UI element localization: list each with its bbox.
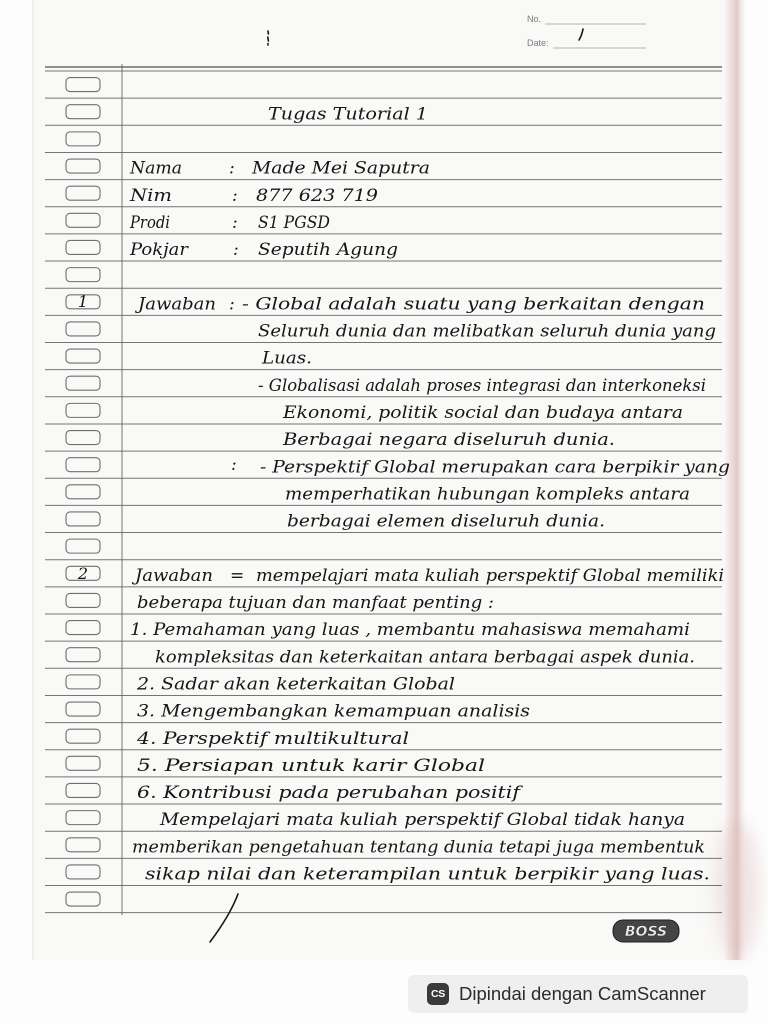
answer-line: Ekonomi, politik social dan budaya antara <box>281 402 683 423</box>
answer-line: Mempelajari mata kuliah perspektif Global tidak hanya <box>158 810 685 831</box>
brand-logo <box>613 920 679 942</box>
answer-list-item: 5. Persiapan untuk karir Global <box>137 755 485 776</box>
answer-line: - Globalisasi adalah proses integrasi dan interkoneksi <box>258 375 706 396</box>
answer-list-item: 2. Sadar akan keterkaitan Global <box>135 674 455 695</box>
answer-separator: = <box>230 565 245 586</box>
ink-mark <box>268 31 269 45</box>
answer-line: Berbagai negara diseluruh dunia. <box>281 430 615 451</box>
nim-separator: : <box>232 185 238 206</box>
page-title: Tugas Tutorial 1 <box>268 104 428 125</box>
paper-right-shadow <box>724 0 748 960</box>
answer-list-item: 6. Kontribusi pada perubahan positif <box>137 783 524 804</box>
camscanner-watermark-text: Dipindai dengan CamScanner <box>459 983 706 1004</box>
camscanner-watermark <box>408 975 748 1013</box>
pokjar-label: Pokjar <box>128 240 189 261</box>
no-label: No. <box>527 14 542 24</box>
camscanner-logo-icon: CS <box>427 983 449 1005</box>
answer-line: kompleksitas dan keterkaitan antara berbagai aspek dunia. <box>155 647 695 668</box>
prodi-label: Prodi <box>129 212 170 233</box>
answer-line: memperhatikan hubungan kompleks antara <box>285 484 690 505</box>
brand-logo-text: BOSS <box>624 924 668 940</box>
margin-mark: : <box>231 455 237 475</box>
nim-label: Nim <box>128 185 172 206</box>
name-label: Nama <box>128 158 182 179</box>
answer-line: - Perspektif Global merupakan cara berpikir yang <box>260 457 731 478</box>
answer-list-item: 4. Perspektif multikultural <box>135 728 409 749</box>
prodi-separator: : <box>232 212 238 233</box>
name-value: Made Mei Saputra <box>250 158 430 179</box>
pokjar-separator: : <box>233 240 239 261</box>
answer-label: Jawaban <box>134 294 216 315</box>
answer-line: Seluruh dunia dan melibatkan seluruh dunia yang <box>258 321 717 342</box>
paper-corner-shadow <box>716 820 760 960</box>
answer-line: - Global adalah suatu yang berkaitan dengan <box>242 294 705 315</box>
pokjar-value: Seputih Agung <box>258 240 399 261</box>
nim-value: 877 623 719 <box>256 185 379 206</box>
answer-label: Jawaban <box>131 565 213 586</box>
answer-number: 1 <box>77 292 89 311</box>
name-separator: : <box>229 158 235 179</box>
answer-list-item: 3. Mengembangkan kemampuan analisis <box>137 701 531 722</box>
answer-number: 2 <box>77 564 89 583</box>
answer-separator: : <box>229 294 235 315</box>
answer-line: berbagai elemen diseluruh dunia. <box>287 511 605 532</box>
date-label: Date: <box>527 38 549 48</box>
answer-line: Luas. <box>260 348 312 369</box>
prodi-value: S1 PGSD <box>258 212 331 233</box>
answer-line: memberikan pengetahuan tentang dunia tetapi juga membentuk <box>132 837 705 858</box>
answer-line: 1. Pemahaman yang luas , membantu mahasiswa memahami <box>130 620 690 641</box>
answer-line: beberapa tujuan dan manfaat penting : <box>137 593 494 613</box>
answer-line: mempelajari mata kuliah perspektif Global memiliki <box>256 565 724 586</box>
answer-line: sikap nilai dan keterampilan untuk berpikir yang luas. <box>145 864 710 885</box>
